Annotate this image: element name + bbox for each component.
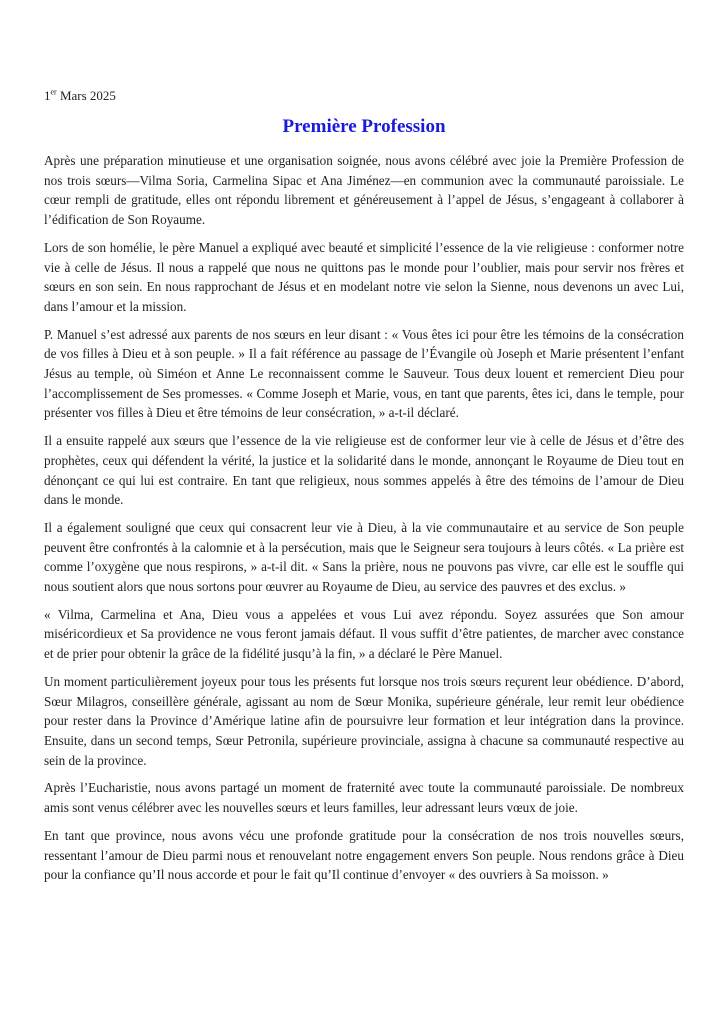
date-day: 1 xyxy=(44,88,51,103)
paragraph-4: Il a ensuite rappelé aux sœurs que l’essence de la vie religieuse est de conformer leur vie à celle de Jésus et d’être des prophètes, ceux qui défendent la vérité, la justice et la solidarité dans le monde, annonçant le Royaume de Dieu tout en dénonçant ce qui lui est contraire. En tant que religieux, nous sommes appelés à être des témoins de l’amour de Dieu dans le monde. xyxy=(44,433,684,508)
paragraph-8: Après l’Eucharistie, nous avons partagé un moment de fraternité avec toute la communauté paroissiale. De nombreux amis sont venus célébrer avec les nouvelles sœurs et leurs familles, leur adressant leurs vœux de joie. xyxy=(44,780,684,816)
paragraph-3: P. Manuel s’est adressé aux parents de nos sœurs en leur disant : « Vous êtes ici pour être les témoins de la consécration de vos filles à Dieu et à son peuple. » Il a fait référence au passage de l’Évangile où Joseph et Marie présentent l’enfant Jésus au temple, où Siméon et Anne Le reconnaissent comme le Sauveur. Tous deux louent et remercient Dieu pour l’accomplissement de Ses promesses. « Comme Joseph et Marie, vous, en tant que parents, êtes ici, dans le temple, pour présenter vos filles à Dieu et être témoins de leur consécration, » a-t-il déclaré. xyxy=(44,326,684,421)
date-ordinal-suffix: er xyxy=(50,87,57,97)
paragraph-9: En tant que province, nous avons vécu une profonde gratitude pour la consécration de nos trois nouvelles sœurs, ressentant l’amour de Dieu parmi nous et renouvelant notre engagement envers Son peuple. Nous rendons grâce à Dieu pour la confiance qu’Il nous accorde et pour le fait qu’Il continue d’envoyer « des ouvriers à Sa moisson. » xyxy=(44,827,684,883)
paragraph-6: « Vilma, Carmelina et Ana, Dieu vous a appelées et vous Lui avez répondu. Soyez assurées que Son amour miséricordieux et Sa providence ne vous feront jamais défaut. Il vous suffit d’être patientes, de marcher avec constance et de prier pour obtenir la grâce de la fidélité jusqu’à la fin, » a déclaré le Père Manuel. xyxy=(44,606,684,662)
paragraph-1: Après une préparation minutieuse et une organisation soignée, nous avons célébré avec joie la Première Profession de nos trois sœurs—Vilma Soria, Carmelina Sipac et Ana Jiménez—en communion avec la communauté paroissiale. Le cœur rempli de gratitude, elles ont répondu librement et généreusement à l’appel de Jésus, s’engageant à collaborer à l’édification de Son Royaume. xyxy=(44,153,684,228)
document-title: Première Profession xyxy=(282,116,446,137)
paragraph-7: Un moment particulièrement joyeux pour tous les présents fut lorsque nos trois sœurs reçurent leur obédience. D’abord, Sœur Milagros, conseillère générale, agissant au nom de Sœur Monika, supérieure générale, leur remit leur obédience pour rester dans la Province d’Amérique latine afin de poursuivre leur formation et leur intégration dans la province. Ensuite, dans un second temps, Sœur Petronila, supérieure provinciale, assigna à chacune sa communauté respective au sein de la province. xyxy=(44,673,684,768)
document-page xyxy=(44,88,684,893)
paragraph-2: Lors de son homélie, le père Manuel a expliqué avec beauté et simplicité l’essence de la vie religieuse : conformer notre vie à celle de Jésus. Il nous a rappelé que nous ne quittons pas le monde pour l’oublier, mais pour servir nos frères et sœurs en son sein. En nous rapprochant de Jésus et en modelant notre vie selon la Sienne, nous devenons un avec Lui, dans l’amour et la mission. xyxy=(44,239,684,314)
paragraph-5: Il a également souligné que ceux qui consacrent leur vie à Dieu, à la vie communautaire et au service de Son peuple peuvent être confrontés à la calomnie et à la persécution, mais que le Seigneur sera toujours à leurs côtés. « La prière est comme l’oxygène que nous respirons, » a-t-il dit. « Sans la prière, nous ne pouvons pas vivre, car elle est le souffle qui nous soutient alors que nous sortons pour œuvrer au Royaume de Dieu, au service des pauvres et des exclus. » xyxy=(44,519,684,595)
document-date xyxy=(44,88,684,104)
date-month-year: Mars 2025 xyxy=(56,88,116,103)
